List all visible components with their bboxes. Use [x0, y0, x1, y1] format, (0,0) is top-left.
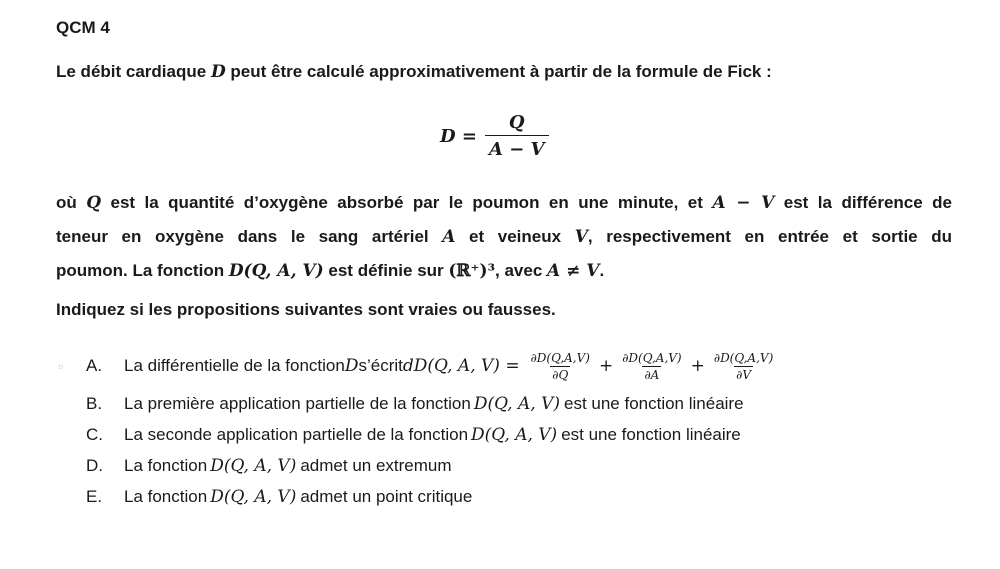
option-d: [86, 450, 778, 481]
margin-mark: ▫: [58, 358, 63, 374]
option-letter: E.: [86, 486, 103, 506]
option-letter: D.: [86, 455, 103, 475]
intro-text: [56, 62, 772, 82]
intro-var: D: [210, 62, 226, 82]
option-letter: C.: [86, 424, 103, 444]
text: .: [599, 261, 605, 280]
math-dd-expr: dD(Q, A, V) =: [402, 356, 520, 376]
math-d: D: [344, 356, 359, 376]
partial-num: ∂D(Q,A,V): [713, 350, 774, 365]
text: où: [56, 193, 87, 212]
math-a-minus-v: A − V: [712, 193, 775, 213]
option-c: [86, 419, 778, 450]
math-a-neq-v: A ≠ V: [547, 261, 600, 281]
math-dqav: D(Q, A, V): [473, 393, 560, 414]
math-dqav: D(Q, A, V): [471, 424, 558, 445]
partial-den: ∂Q: [552, 367, 569, 382]
option-text: est une fonction linéaire: [563, 393, 744, 413]
option-text: admet un extremum: [300, 455, 452, 475]
option-letter: B.: [86, 393, 103, 413]
math-v: V: [574, 227, 588, 247]
formula-fraction: [485, 112, 549, 160]
intro-post: peut être calculé approximativement à partir de la formule de Fick :: [225, 62, 772, 81]
formula-lhs: D =: [440, 125, 477, 147]
math-dqav: D(Q, A, V): [210, 486, 297, 507]
formula-denominator: A − V: [485, 135, 549, 160]
math-domain: (ℝ⁺)³: [448, 261, 496, 281]
text: est la quantité d’oxygène absorbé par le poumon en une minute, et: [101, 193, 713, 212]
option-text: est une fonction linéaire: [561, 424, 741, 444]
math-q: Q: [86, 193, 102, 213]
intro-pre: Le débit cardiaque: [56, 62, 211, 81]
option-text: s’écrit: [358, 356, 403, 375]
option-text: La différentielle de la fonction: [124, 356, 345, 375]
math-dqav: D(Q, A, V): [228, 261, 324, 281]
paragraph-line-1: [56, 186, 952, 220]
options-list: [58, 350, 778, 512]
option-letter: A.: [86, 356, 103, 375]
option-text: La fonction: [124, 455, 208, 475]
partial-a: [620, 351, 683, 382]
text: et veineux: [455, 227, 575, 246]
partial-den: ∂A: [644, 367, 660, 382]
text: est la différence de: [774, 193, 952, 212]
option-text: admet un point critique: [300, 486, 473, 506]
math-dqav: D(Q, A, V): [210, 455, 297, 476]
option-text: La première application partielle de la fonction: [124, 393, 471, 413]
text: , avec: [495, 261, 548, 280]
math-a: A: [442, 227, 456, 247]
plus-sign: +: [690, 356, 705, 376]
partial-num: ∂D(Q,A,V): [530, 350, 590, 365]
text: est définie sur: [323, 261, 449, 280]
text: teneur en oxygène dans le sang artériel: [56, 227, 443, 246]
partial-num: ∂D(Q,A,V): [622, 350, 682, 365]
partial-v: [712, 351, 775, 382]
text: poumon. La fonction: [56, 261, 229, 280]
partial-den: ∂V: [736, 367, 751, 382]
option-a: [58, 344, 778, 388]
option-text: La seconde application partielle de la fonction: [124, 424, 469, 444]
paragraph-line-3: [56, 254, 952, 288]
question-title: QCM 4: [56, 18, 110, 37]
option-b: [86, 388, 778, 419]
fick-formula: [440, 112, 549, 160]
option-e: [86, 481, 778, 512]
formula-numerator: Q: [508, 112, 525, 133]
text: , respectivement en entrée et sortie du: [587, 227, 953, 246]
partial-q: [529, 351, 592, 382]
definition-paragraph: [56, 186, 952, 288]
paragraph-line-2: [56, 220, 952, 254]
option-text: La fonction: [124, 486, 208, 506]
plus-sign: +: [598, 356, 614, 376]
instruction-text: Indiquez si les propositions suivantes sont vraies ou fausses.: [56, 300, 556, 319]
